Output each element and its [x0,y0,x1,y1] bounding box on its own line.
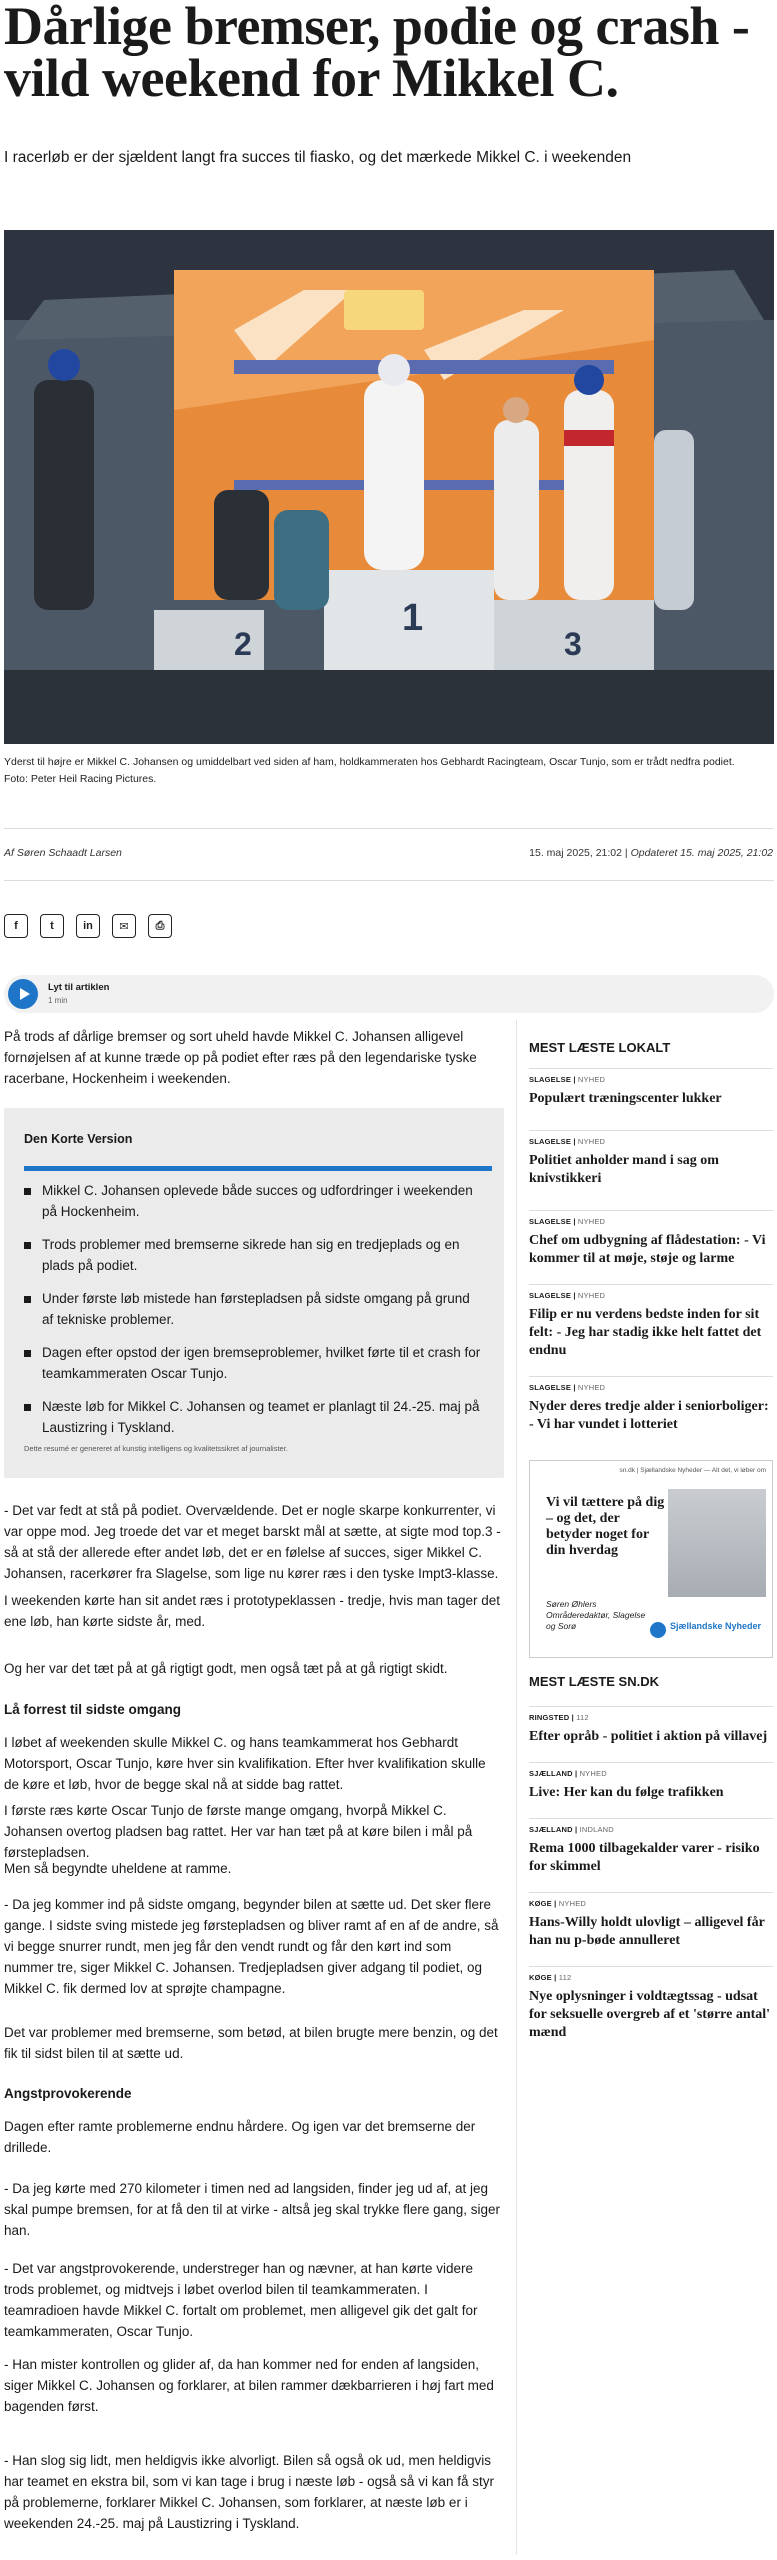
item-title[interactable]: Live: Her kan du følge trafikken [529,1785,724,1800]
paragraph: Det var problemer med bremserne, som betød, at bilen brugte mere benzin, og det fik til sidst bilen til at sætte ud. [4,2025,498,2061]
published-date: 15. maj 2025, 21:02 [529,847,622,859]
paragraph: - Det var angstprovokerende, understreger han og nævner, at han kørte videre trods problemet, og midtvejs i løbet overlod bilen til teamkammeraten. I teamradioen havde Mikkel C. fortalt om problemet, men alligevel gik det galt for teamkammeraten, Oscar Tunjo. [4,2261,478,2339]
publish-dates: 15. maj 2025, 21:02 | Opdateret 15. maj 2025, 21:02 [529,847,773,859]
article-intro: På trods af dårlige bremser og sort uheld havde Mikkel C. Johansen alligevel fornøjelsen af at kunne træde op på podiet efter ræs på den legendariske tyske racerbane, Hockenheim i weekenden. [4,1029,477,1086]
item-tag: INDLAND [579,1825,614,1834]
paragraph: Dagen efter ramte problemerne endnu hårdere. Og igen var det bremserne der drillede. [4,2119,476,2155]
byline[interactable]: Af Søren Schaadt Larsen [4,847,122,859]
most-read-item[interactable]: SLAGELSE | NYHED Nyder deres tredje alder i seniorboliger: - Vi har vundet i lotteriet [529,1376,773,1434]
item-title[interactable]: Nye oplysninger i voldtægtssag - udsat for seksuelle overgreb af et 'større antal' mænd [529,1989,771,2040]
accent-bar [24,1166,492,1171]
most-read-item[interactable]: SLAGELSE | NYHED Filip er nu verdens bedste inden for sit felt: - Jeg har stadig ikke helt fattet det endnu [529,1284,773,1360]
most-read-item[interactable]: SLAGELSE | NYHED Populært træningscenter lukker [529,1068,773,1108]
item-tag: NYHED [558,1899,587,1908]
item-category: KØGE [529,1899,552,1908]
item-title[interactable]: Efter opråb - politiet i aktion på villavej [529,1729,768,1744]
audio-player[interactable] [4,975,774,1013]
most-read-item[interactable]: RINGSTED | 112 Efter opråb - politiet i aktion på villavej [529,1706,773,1746]
divider [4,828,774,829]
column-divider [516,1020,517,2555]
item-title[interactable]: Nyder deres tredje alder i seniorboliger: - Vi har vundet i lotteriet [529,1399,769,1432]
headline-line: vild weekend for Mikkel C. [4,48,619,108]
item-category: SLAGELSE [529,1291,572,1300]
most-read-local-title: MEST LÆSTE LOKALT [529,1040,671,1055]
paragraph: I weekenden kørte han sit andet ræs i prototypeklassen - tredje, hvis man tager det ene løb, han kørte sidste år, med. [4,1593,501,1629]
sn-logo: Sjællandske Nyheder [670,1621,762,1631]
svg-text:3: 3 [564,626,582,662]
twitter-share-icon[interactable]: t [40,914,64,938]
list-item: Dagen efter opstod der igen bremseproblemer, hvilket førte til et crash for teamkammeraten Oscar Tunjo. [24,1342,484,1384]
most-read-item[interactable]: SLAGELSE | NYHED Chef om udbygning af flådestation: - Vi kommer til at møje, støje og larme [529,1210,773,1268]
paragraph: Og her var det tæt på at gå rigtigt godt, men også tæt på at gå rigtigt skidt. [4,1661,448,1676]
paragraph: - Han mister kontrollen og glider af, da han kommer ned for enden af langsiden, siger Mikkel C. Johansen og forklarer, at bilen rammer dækbarrieren i høj fart med bagenden først. [4,2357,494,2414]
item-tag: 112 [576,1713,589,1722]
item-tag: NYHED [577,1383,606,1392]
headline-line: Dårlige bremser, podie og crash - [4,0,750,56]
ad-headline: Vi vil tættere på dig – og det, der betyder noget for din hverdag [546,1495,665,1558]
updated-date: Opdateret 15. maj 2025, 21:02 [630,847,773,859]
facebook-share-icon[interactable]: f [4,914,28,938]
item-tag: NYHED [577,1075,606,1084]
list-item: Under første løb mistede han førstepladsen på sidste omgang på grund af tekniske problemer. [24,1288,484,1330]
item-category: SLAGELSE [529,1383,572,1392]
paragraph: - Da jeg kørte med 270 kilometer i timen ned ad langsiden, finder jeg ud af, at jeg skal pumpe bremsen, for at få den til at virke - altså jeg skal trykke flere gang, siger han. [4,2181,500,2238]
paragraph: - Det var fedt at stå på podiet. Overvældende. Det er nogle skarpe konkurrenter, vi var oppe mod. Jeg troede det var et meget barskt mål at sætte, at sigte mod top.3 - så at stå der allerede efter andet løb, det er en følelse af succes, siger Mikkel C. Johansen, racerkører fra Slagelse, som lige nu kører ræs i den tyske Impt3-klasse. [4,1503,501,1581]
list-item: Næste løb for Mikkel C. Johansen og teamet er planlagt til 24.-25. maj på Laustizring i Tyskland. [24,1396,484,1438]
most-read-item[interactable]: KØGE | NYHED Hans-Willy holdt ulovligt – alligevel får han nu p-bøde annulleret [529,1892,773,1950]
item-category: SJÆLLAND [529,1769,573,1778]
most-read-item[interactable]: SJÆLLAND | INDLAND Rema 1000 tilbagekalder varer - risiko for skimmel [529,1818,773,1876]
item-title[interactable]: Politiet anholder mand i sag om knivstikkeri [529,1153,719,1186]
ad-top-label: sn.dk | Sjællandske Nyheder — Alt det, vi løber om [619,1467,766,1474]
caption-text: Yderst til højre er Mikkel C. Johansen og umiddelbart ved siden af ham, holdkammeraten hos Gebhardt Racingteam, Oscar Tunjo, som er trådt nedfra podiet. [4,756,735,768]
subheading: Lå forrest til sidste omgang [4,1702,182,1717]
short-version-title: Den Korte Version [24,1132,133,1146]
audio-duration: 1 min [48,996,68,1005]
paragraph: - Da jeg kommer ind på sidste omgang, begynder bilen at sætte ud. Det sker flere gange. I sidste sving mistede jeg førstepladsen og bliver ramt af en af de andre, så vi begge snurrer rundt, men jeg får den vendt rundt og får den kørt ind som nummer tre, siger Mikkel C. Johansen. Tredjepladsen giver adgang til podiet, og Mikkel C. fik dermed lov at sprøjte champagne. [4,1897,499,1996]
subheading: Angstprovokerende [4,2086,132,2101]
divider [4,880,774,881]
svg-text:1: 1 [402,597,424,639]
email-share-icon[interactable]: ✉ [112,914,136,938]
item-title[interactable]: Populært træningscenter lukker [529,1091,722,1106]
podium-photo [4,230,774,744]
item-tag: NYHED [577,1217,606,1226]
svg-text:2: 2 [234,626,252,662]
photo-caption [4,754,774,788]
photo-credit: Foto: Peter Heil Racing Pictures. [4,773,157,785]
paragraph: I første ræs kørte Oscar Tunjo de første mange omgang, hvorpå Mikkel C. Johansen overtog pladsen bag rattet. Her var han tæt på at køre bilen i mål på førstepladsen. [4,1803,473,1860]
most-read-sn-title: MEST LÆSTE SN.DK [529,1674,660,1689]
article-lead: I racerløb er der sjældent langt fra succes til fiasko, og det mærkede Mikkel C. i weekenden [4,149,632,166]
list-item: Trods problemer med bremserne sikrede han sig en tredjeplads og en plads på podiet. [24,1234,484,1276]
item-title[interactable]: Chef om udbygning af flådestation: - Vi kommer til at møje, støje og larme [529,1233,766,1266]
item-category: SLAGELSE [529,1137,572,1146]
most-read-item[interactable]: KØGE | 112 Nye oplysninger i voldtægtssag - udsat for seksuelle overgreb af et 'større antal' mænd [529,1966,773,2042]
item-category: SLAGELSE [529,1217,572,1226]
list-item: Mikkel C. Johansen oplevede både succes og udfordringer i weekenden på Hockenheim. [24,1180,484,1222]
short-version-box [4,1108,504,1478]
article-headline [4,0,774,108]
short-version-list [24,1180,484,1450]
item-tag: NYHED [579,1769,607,1778]
item-title[interactable]: Rema 1000 tilbagekalder varer - risiko for skimmel [529,1841,760,1874]
item-category: SLAGELSE [529,1075,572,1084]
item-category: RINGSTED [529,1713,570,1722]
item-title[interactable]: Hans-Willy holdt ulovligt – alligevel får han nu p-bøde annulleret [529,1915,765,1948]
most-read-item[interactable]: SLAGELSE | NYHED Politiet anholder mand i sag om knivstikkeri [529,1130,773,1188]
ad-portrait [668,1489,766,1597]
linkedin-share-icon[interactable]: in [76,914,100,938]
item-title[interactable]: Filip er nu verdens bedste inden for sit felt: - Jeg har stadig ikke helt fattet det endnu [529,1307,762,1358]
ad-person-name: Søren Øhlers Områderedaktør, Slagelse og Sorø [546,1599,646,1631]
share-bar [4,914,172,938]
item-tag: 112 [558,1973,572,1982]
paragraph: Men så begyndte uheldene at ramme. [4,1861,232,1876]
most-read-item[interactable]: SJÆLLAND | NYHED Live: Her kan du følge trafikken [529,1762,773,1802]
item-category: KØGE [529,1973,552,1982]
item-tag: NYHED [577,1291,606,1300]
hero-photo[interactable] [4,230,774,744]
paragraph: I løbet af weekenden skulle Mikkel C. og hans teamkammerat hos Gebhardt Motorsport, Oscar Tunjo, køre hver sin kvalifikation. Efter hver kvalifikation skulle de køre et løb, hvor de begge skal nå at sidde bag rattet. [4,1735,486,1792]
print-icon[interactable]: ⎙ [148,914,172,938]
audio-label: Lyt til artiklen [48,982,110,993]
item-category: SJÆLLAND [529,1825,573,1834]
advertisement-banner[interactable] [529,1460,773,1658]
ai-note: Dette resumé er genereret af kunstig intelligens og kvalitetssikret af journalister. [24,1444,288,1453]
item-tag: NYHED [577,1137,606,1146]
play-icon[interactable] [8,979,38,1009]
paragraph: - Han slog sig lidt, men heldigvis ikke alvorligt. Bilen så også ok ud, men heldigvis har teamet en ekstra bil, som vi kan tage i brug i næste løb - også så vi kan få styr på problemerne, forklarer Mikkel C. Johansen, som forklarer, at næste løb er i weekenden 24.-25. maj på Laustizring i Tyskland. [4,2453,494,2531]
